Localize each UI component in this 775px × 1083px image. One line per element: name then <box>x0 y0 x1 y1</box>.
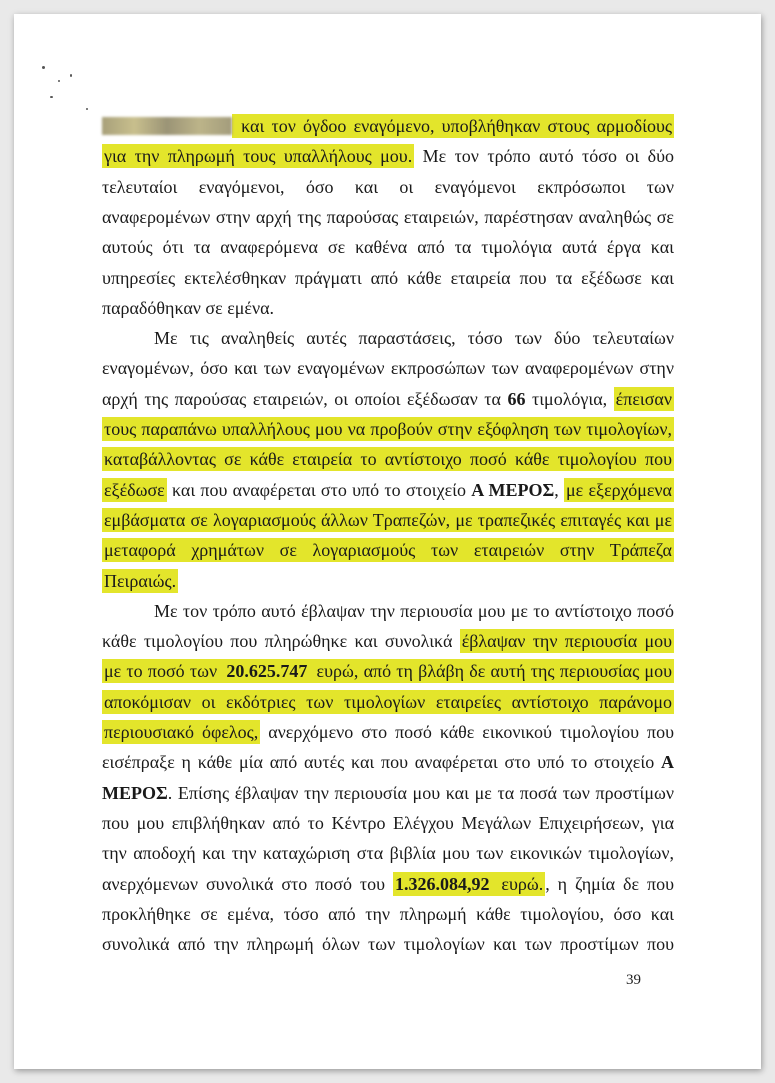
text-segment: , <box>554 479 565 500</box>
text-segment: 66 <box>507 388 526 409</box>
text-segment: αυτούς ότι τα αναφερόμενα σε καθένα από τα τιμολόγια αυτά έργα και <box>102 237 674 258</box>
text-line <box>102 659 674 683</box>
text-segment: Α <box>661 752 674 773</box>
text-line <box>102 175 674 199</box>
text-line <box>102 326 674 350</box>
highlighted-text: 20.625.747 <box>226 661 308 682</box>
highlighted-text: με εξερχόμενα <box>566 479 672 500</box>
text-segment: . Επίσης έβλαψαν την περιουσία μου και με τα ποσά των προστίμων <box>167 782 674 803</box>
text-segment: Με τον τρόπο αυτό τόσο οι δύο <box>414 146 674 167</box>
text-segment: αρχή της παρούσας εταιρειών, οι οποίοι εξέδωσαν τα <box>102 388 508 409</box>
text-segment: τελευταίοι εναγόμενοι, όσο και οι εναγόμενοι εκπρόσωποι των <box>102 176 674 197</box>
text-line <box>102 296 674 320</box>
highlighted-text: Πειραιώς. <box>104 570 177 591</box>
text-line <box>102 720 674 744</box>
text-line <box>102 356 674 380</box>
document-page <box>14 14 761 1069</box>
text-segment: συνολικά από την πληρωμή όλων των τιμολογίων και των προστίμων που <box>102 934 674 955</box>
redacted-name <box>102 117 232 135</box>
text-line <box>102 478 674 502</box>
text-line <box>102 811 674 835</box>
text-segment: και που αναφέρεται στο υπό το στοιχείο <box>166 479 472 500</box>
text-line <box>102 387 674 411</box>
scan-speck <box>50 96 53 98</box>
scan-speck <box>42 66 45 69</box>
text-line <box>102 629 674 653</box>
highlighted-text: έπεισαν <box>615 388 672 409</box>
text-line <box>102 205 674 229</box>
text-line <box>102 235 674 259</box>
text-line <box>102 508 674 532</box>
highlighted-text: καταβάλλοντας σε κάθε εταιρεία το αντίστοιχο ποσό κάθε τιμολογίου που <box>104 449 672 470</box>
text-line <box>102 447 674 471</box>
text-segment: εισέπραξε η κάθε μία από αυτές και που αναφέρεται στο υπό το στοιχείο <box>102 752 661 773</box>
highlighted-text: με το ποσό των <box>104 661 223 682</box>
text-line <box>102 750 674 774</box>
text-line <box>102 841 674 865</box>
scan-speck <box>86 108 88 110</box>
text-line <box>102 872 674 896</box>
text-line <box>102 902 674 926</box>
highlighted-text: μεταφορά χρημάτων σε λογαριασμούς των εταιρειών στην Τράπεζα <box>104 540 672 561</box>
text-segment: ανερχόμενο στο ποσό κάθε εικονικού τιμολογίου που <box>260 722 674 742</box>
highlighted-text: έβλαψαν την περιουσία μου <box>461 631 673 652</box>
text-line <box>102 144 674 168</box>
highlighted-text: εμβάσματα σε λογαριασμούς άλλων Τραπεζών, με τραπεζικές επιταγές και με <box>104 509 672 530</box>
text-line <box>102 569 674 593</box>
text-segment: Με τις αναληθείς αυτές παραστάσεις, τόσο των δύο τελευταίων <box>154 328 674 349</box>
text-segment: κάθε τιμολογίου που πληρώθηκε και συνολικά <box>102 631 460 652</box>
highlighted-text: ευρώ, από τη βλάβη δε αυτή της περιουσίας μου <box>311 661 672 682</box>
text-segment: παραδόθηκαν σε εμένα. <box>102 297 275 318</box>
scan-speck <box>58 80 60 82</box>
text-segment: ΜΕΡΟΣ <box>102 782 168 803</box>
text-segment: τιμολόγια, <box>525 388 614 409</box>
text-segment: Με τον τρόπο αυτό έβλαψαν την περιουσία μου με το αντίστοιχο ποσό <box>154 600 674 621</box>
highlighted-text: και τον όγδοο εναγόμενο, υποβλήθηκαν στους αρμοδίους <box>234 116 672 136</box>
highlighted-text: περιουσιακό όφελος, <box>104 722 259 742</box>
text-segment: προκλήθηκε σε εμένα, τόσο από την πληρωμή κάθε τιμολογίου, όσο και <box>102 903 674 924</box>
highlighted-text: ευρώ. <box>493 873 544 894</box>
text-segment: ανερχόμενων συνολικά στο ποσό του <box>102 873 393 894</box>
text-segment: που μου επιβλήθηκαν από το Κέντρο Ελέγχου Μεγάλων Επιχειρήσεων, για <box>102 812 674 833</box>
text-line <box>102 599 674 623</box>
text-segment: αναφερομένων στην αρχή της παρούσας εταιρειών, παρέστησαν αναληθώς σε <box>102 206 674 227</box>
text-segment: , η ζημία δε που <box>545 873 674 894</box>
text-line <box>102 932 674 956</box>
highlighted-text: αποκόμισαν οι εκδότριες των τιμολογίων εταιρείες αντίστοιχο παράνομο <box>104 691 672 712</box>
text-segment: την αποδοχή και την καταχώριση στα βιβλία μου των εικονικών τιμολογίων, <box>102 843 674 864</box>
scan-speck <box>70 74 72 77</box>
text-line <box>102 114 674 138</box>
highlighted-text: τους παραπάνω υπαλλήλους μου να προβούν στην εξόφληση των τιμολογίων, <box>104 419 672 439</box>
text-segment: εναγομένων, όσο και των εναγομένων εκπροσώπων των αναφερομένων στην <box>102 358 674 379</box>
text-line <box>102 266 674 290</box>
text-line <box>102 781 674 805</box>
text-line <box>102 690 674 714</box>
text-segment: Α ΜΕΡΟΣ <box>471 479 555 500</box>
text-line <box>102 538 674 562</box>
text-segment: υπηρεσίες εκτελέσθηκαν πράγματι από κάθε εταιρεία που τα εξέδωσε και <box>102 267 674 288</box>
highlighted-text: 1.326.084,92 <box>395 873 490 894</box>
page-number: 39 <box>626 972 641 988</box>
highlighted-text: εξέδωσε <box>104 479 165 500</box>
text-line <box>102 417 674 441</box>
highlighted-text: για την πληρωμή τους υπαλλήλους μου. <box>104 146 413 167</box>
